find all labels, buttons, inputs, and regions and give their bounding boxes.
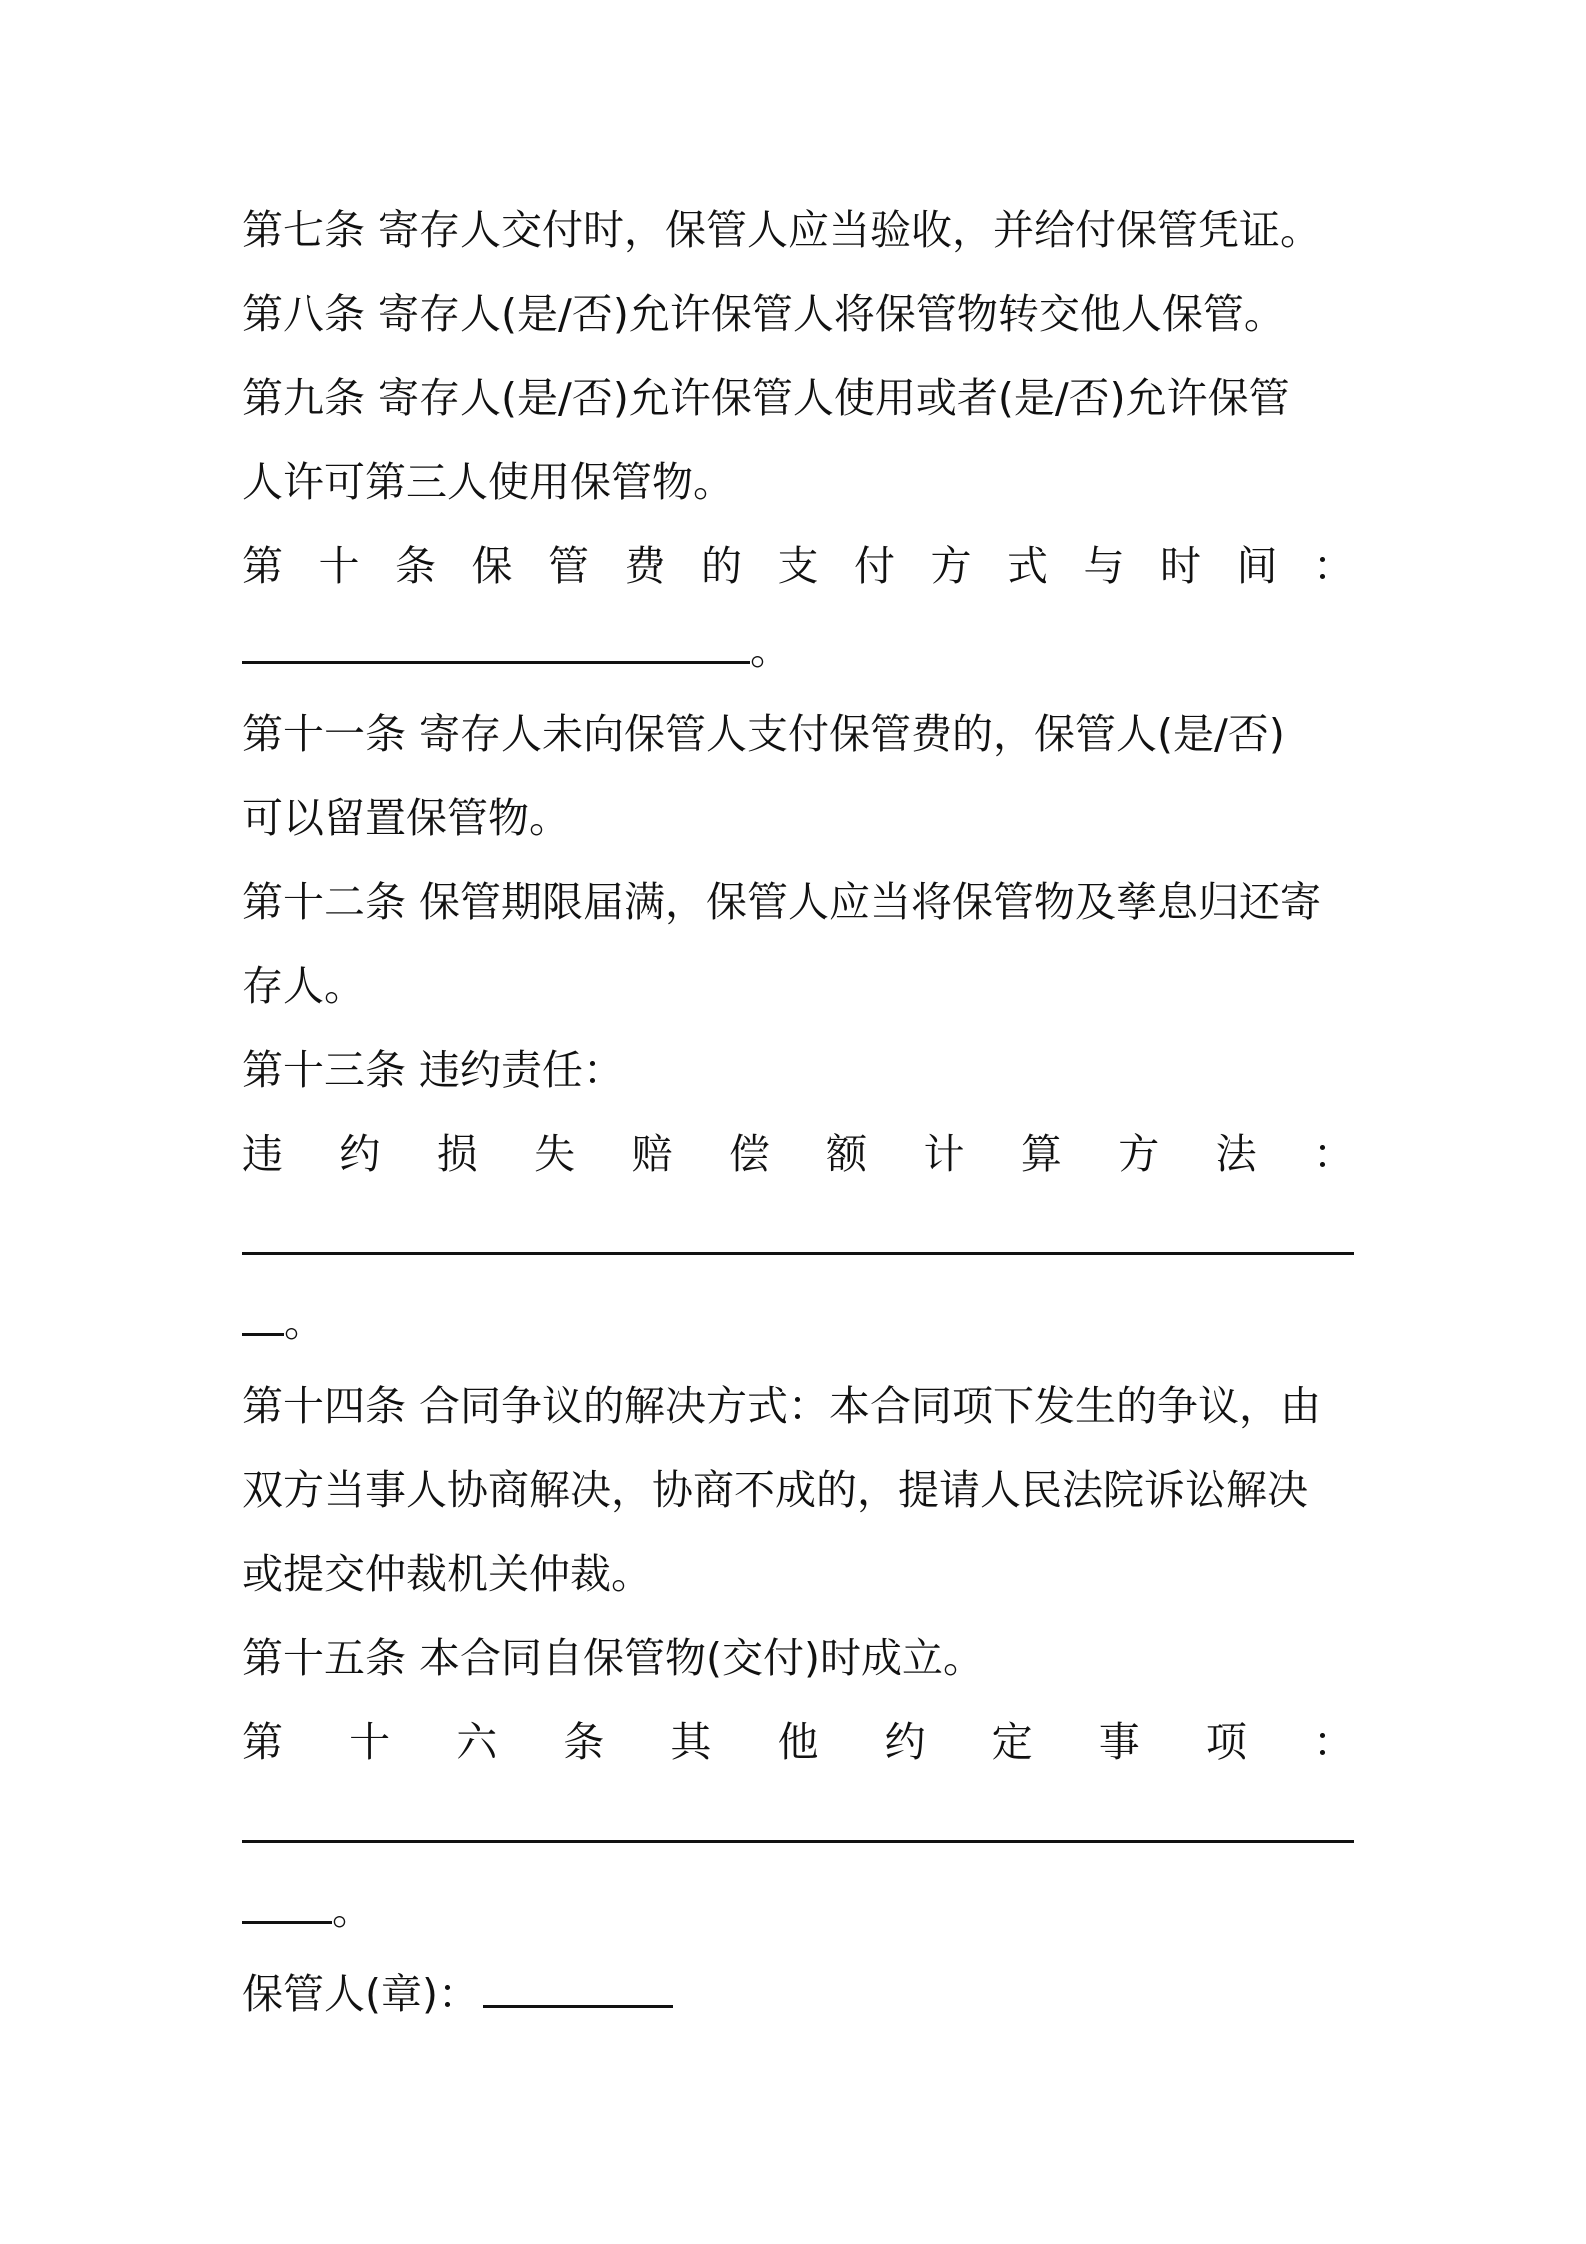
signature-line	[242, 1952, 1354, 2036]
article-7: 第七条 寄存人交付时，保管人应当验收，并给付保管凭证。	[242, 206, 1322, 254]
article-10-char: 条	[395, 542, 436, 590]
article-16-char: 六	[456, 1718, 498, 1766]
contract-body	[242, 188, 1354, 2036]
article-13-char: 赔	[631, 1130, 673, 1178]
article-10-char: 付	[854, 542, 895, 590]
article-13-heading	[242, 1112, 1354, 1196]
article-11-line-1: 第十一条 寄存人未向保管人支付保管费的，保管人(是/否)	[242, 710, 1285, 758]
article-10-char: 时	[1160, 542, 1201, 590]
other-terms-blank[interactable]	[242, 1788, 1354, 1843]
article-10-char: 间	[1236, 542, 1278, 590]
article-13-char: ：	[1312, 1130, 1354, 1178]
article-14-line-3: 或提交仲裁机关仲裁。	[242, 1550, 652, 1598]
article-13-fill-line-1	[242, 1196, 1354, 1280]
article-10-fill-line	[242, 608, 1354, 692]
article-16-char: 事	[1098, 1718, 1140, 1766]
article-13-title: 第十三条 违约责任：	[242, 1046, 625, 1094]
article-10-period: 。	[750, 626, 791, 674]
article-13-char: 法	[1215, 1130, 1257, 1178]
article-16-char: 他	[777, 1718, 819, 1766]
article-16-char: 第	[242, 1718, 283, 1766]
article-10-char: 费	[624, 542, 666, 590]
article-16-char: ：	[1312, 1718, 1354, 1766]
article-16-fill-line-2	[242, 1868, 1354, 1952]
article-10-char: 式	[1007, 542, 1048, 590]
article-13-char: 约	[339, 1130, 381, 1178]
article-16-char: 约	[884, 1718, 926, 1766]
keeper-seal-blank[interactable]	[483, 1953, 673, 2008]
article-16-period: 。	[332, 1886, 373, 1934]
article-10-char: 支	[777, 542, 819, 590]
article-14-line-2: 双方当事人协商解决，协商不成的，提请人民法院诉讼解决	[242, 1466, 1308, 1514]
article-14-line-1: 第十四条 合同争议的解决方式：本合同项下发生的争议，由	[242, 1382, 1322, 1430]
article-10-char: ：	[1313, 542, 1354, 590]
article-13-fill-line-2	[242, 1280, 1354, 1364]
article-13-char: 方	[1118, 1130, 1160, 1178]
article-15: 第十五条 本合同自保管物(交付)时成立。	[242, 1634, 985, 1682]
article-13-char: 额	[826, 1130, 868, 1178]
article-10-char: 保	[471, 542, 513, 590]
article-10-char: 方	[930, 542, 972, 590]
article-16-char: 其	[670, 1718, 712, 1766]
article-16-char: 定	[991, 1718, 1033, 1766]
article-13-char: 偿	[728, 1130, 770, 1178]
article-10-char: 管	[548, 542, 589, 590]
signature-label: 保管人(章)：	[242, 1970, 479, 2018]
article-13-char: 算	[1020, 1130, 1062, 1178]
payment-method-blank[interactable]	[242, 609, 750, 664]
article-16-char: 项	[1205, 1718, 1247, 1766]
article-16-heading	[242, 1700, 1354, 1784]
article-16-char: 十	[349, 1718, 391, 1766]
article-16-char: 条	[563, 1718, 605, 1766]
article-16-fill-line-1	[242, 1784, 1354, 1868]
article-13-char: 失	[534, 1130, 576, 1178]
article-9-line-2: 人许可第三人使用保管物。	[242, 458, 734, 506]
article-13-char: 损	[436, 1130, 478, 1178]
damages-calculation-blank-end[interactable]	[242, 1281, 284, 1336]
article-13-period: 。	[284, 1298, 325, 1346]
article-8: 第八条 寄存人(是/否)允许保管人将保管物转交他人保管。	[242, 290, 1285, 338]
article-10-char: 与	[1083, 542, 1125, 590]
article-12-line-1: 第十二条 保管期限届满，保管人应当将保管物及孳息归还寄	[242, 878, 1322, 926]
other-terms-blank-end[interactable]	[242, 1869, 332, 1924]
article-10-char: 第	[242, 542, 283, 590]
article-10-char: 十	[318, 542, 360, 590]
article-11-line-2: 可以留置保管物。	[242, 794, 570, 842]
article-10-char: 的	[701, 542, 742, 590]
article-13-char: 违	[242, 1130, 283, 1178]
article-10-heading	[242, 524, 1354, 608]
article-9-line-1: 第九条 寄存人(是/否)允许保管人使用或者(是/否)允许保管	[242, 374, 1290, 422]
article-13-char: 计	[923, 1130, 965, 1178]
article-12-line-2: 存人。	[242, 962, 365, 1010]
damages-calculation-blank[interactable]	[242, 1200, 1354, 1255]
